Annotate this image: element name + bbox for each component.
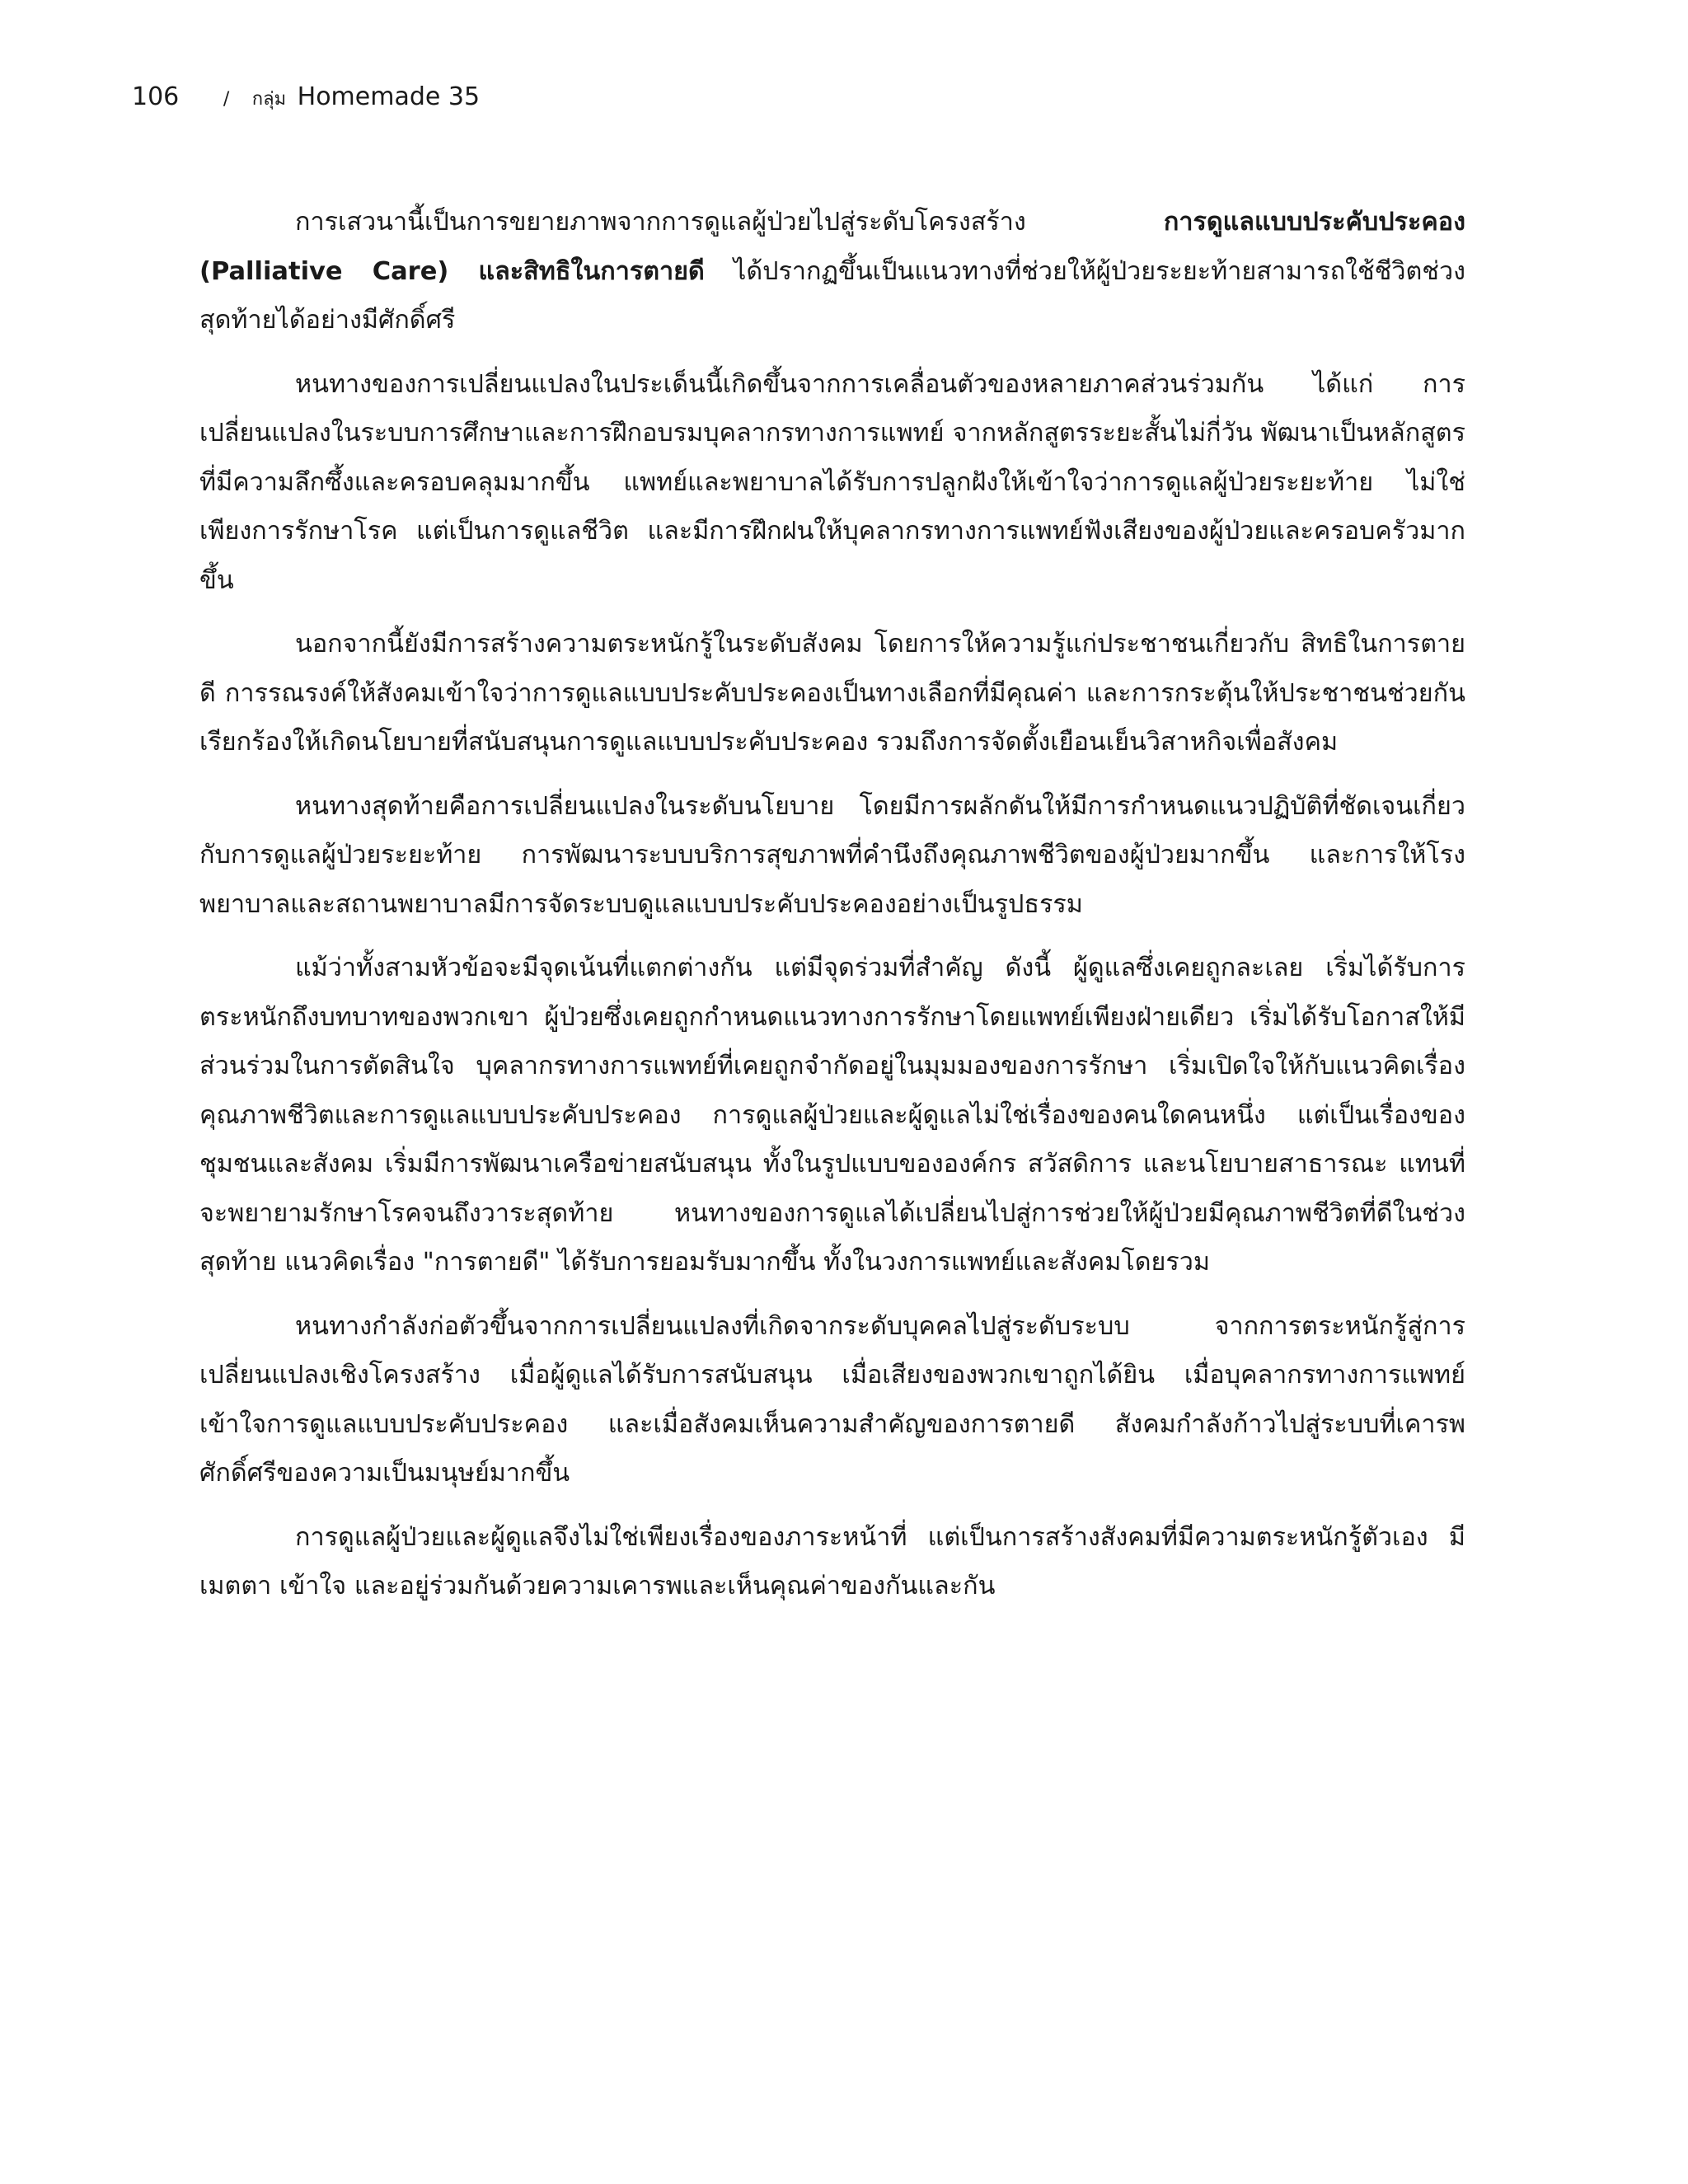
- paragraph-6: หนทางกำลังก่อตัวขึ้นจากการเปลี่ยนแปลงที่เกิดจากระดับบุคคลไปสู่ระดับระบบ จากการตระหนักรู้สู่การเปลี่ยนแปลงเชิงโครงสร้าง เมื่อผู้ดูแลได้รับการสนับสนุน เมื่อเสียงของพวกเขาถูกได้ยิน เมื่อบุคลากรทางการแพทย์เข้าใจการดูแลแบบประคับประคอง และเมื่อสังคมเห็นความสำคัญของการตายดี สังคมกำลังก้าวไปสู่ระบบที่เคารพศักดิ์ศรีของความเป็นมนุษย์มากขึ้น: [199, 1311, 1465, 1488]
- running-header: [132, 81, 480, 116]
- paragraph-3: นอกจากนี้ยังมีการสร้างความตระหนักรู้ในระดับสังคม โดยการให้ความรู้แก่ประชาชนเกี่ยวกับ สิทธิในการตายดี การรณรงค์ให้สังคมเข้าใจว่าการดูแลแบบประคับประคองเป็นทางเลือกที่มีคุณค่า และการกระตุ้นให้ประชาชนช่วยกันเรียกร้องให้เกิดนโยบายที่สนับสนุนการดูแลแบบประคับประคอง รวมถึงการจัดตั้งเยือนเย็นวิสาหกิจเพื่อสังคม: [199, 630, 1465, 757]
- paragraph-7: การดูแลผู้ป่วยและผู้ดูแลจึงไม่ใช่เพียงเรื่องของภาระหน้าที่ แต่เป็นการสร้างสังคมที่มีความตระหนักรู้ตัวเอง มีเมตตา เข้าใจ และอยู่ร่วมกันด้วยความเคารพและเห็นคุณค่าของกันและกัน: [199, 1522, 1465, 1601]
- header-separator: /: [223, 89, 230, 110]
- paragraph-1: [199, 198, 1465, 345]
- group-name: Homemade 35: [297, 82, 481, 111]
- page-number: 106: [132, 82, 180, 111]
- paragraph-1-bold-term: การดูแลแบบประคับประคอง (Palliative Care) และสิทธิในการตายดี: [199, 208, 1465, 286]
- paragraph-1-rest: ได้ปรากฏขึ้นเป็นแนวทางที่ช่วยให้ผู้ป่วยระยะท้ายสามารถใช้ชีวิตช่วงสุดท้ายได้อย่างมีศักดิ์ศรี: [199, 256, 1465, 335]
- paragraph-5: แม้ว่าทั้งสามหัวข้อจะมีจุดเน้นที่แตกต่างกัน แต่มีจุดร่วมที่สำคัญ ดังนี้ ผู้ดูแลซึ่งเคยถูกละเลย เริ่มได้รับการตระหนักถึงบทบาทของพวกเขา ผู้ป่วยซึ่งเคยถูกกำหนดแนวทางการรักษาโดยแพทย์เพียงฝ่ายเดียว เริ่มได้รับโอกาสให้มีส่วนร่วมในการตัดสินใจ บุคลากรทางการแพทย์ที่เคยถูกจำกัดอยู่ในมุมมองของการรักษา เริ่มเปิดใจให้กับแนวคิดเรื่องคุณภาพชีวิตและการดูแลแบบประคับประคอง การดูแลผู้ป่วยและผู้ดูแลไม่ใช่เรื่องของคนใดคนหนึ่ง แต่เป็นเรื่องของชุมชนและสังคม เริ่มมีการพัฒนาเครือข่ายสนับสนุน ทั้งในรูปแบบขององค์กร สวัสดิการ และนโยบายสาธารณะ แทนที่จะพยายามรักษาโรคจนถึงวาระสุดท้าย หนทางของการดูแลได้เปลี่ยนไปสู่การช่วยให้ผู้ป่วยมีคุณภาพชีวิตที่ดีในช่วงสุดท้าย แนวคิดเรื่อง "การตายดี" ได้รับการยอมรับมากขึ้น ทั้งในวงการแพทย์และสังคมโดยรวม: [199, 954, 1465, 1277]
- paragraph-2: หนทางของการเปลี่ยนแปลงในประเด็นนี้เกิดขึ้นจากการเคลื่อนตัวของหลายภาคส่วนร่วมกัน ได้แก่ การเปลี่ยนแปลงในระบบการศึกษาและการฝึกอบรมบุคลากรทางการแพทย์ จากหลักสูตรระยะสั้นไม่กี่วัน พัฒนาเป็นหลักสูตรที่มีความลึกซึ้งและครอบคลุมมากขึ้น แพทย์และพยาบาลได้รับการปลูกฝังให้เข้าใจว่าการดูแลผู้ป่วยระยะท้าย ไม่ใช่เพียงการรักษาโรค แต่เป็นการดูแลชีวิต และมีการฝึกฝนให้บุคลากรทางการแพทย์ฟังเสียงของผู้ป่วยและครอบครัวมากขึ้น: [199, 369, 1465, 595]
- paragraph-1-intro: การเสวนานี้เป็นการขยายภาพจากการดูแลผู้ป่วยไปสู่ระดับโครงสร้าง: [295, 208, 1164, 237]
- body-text: [199, 198, 1465, 1626]
- paragraph-4: หนทางสุดท้ายคือการเปลี่ยนแปลงในระดับนโยบาย โดยมีการผลักดันให้มีการกำหนดแนวปฏิบัติที่ชัดเจนเกี่ยวกับการดูแลผู้ป่วยระยะท้าย การพัฒนาระบบบริการสุขภาพที่คำนึงถึงคุณภาพชีวิตของผู้ป่วยมากขึ้น และการให้โรงพยาบาลและสถานพยาบาลมีการจัดระบบดูแลแบบประคับประคองอย่างเป็นรูปธรรม: [199, 791, 1465, 919]
- group-prefix: กลุ่ม: [251, 89, 287, 110]
